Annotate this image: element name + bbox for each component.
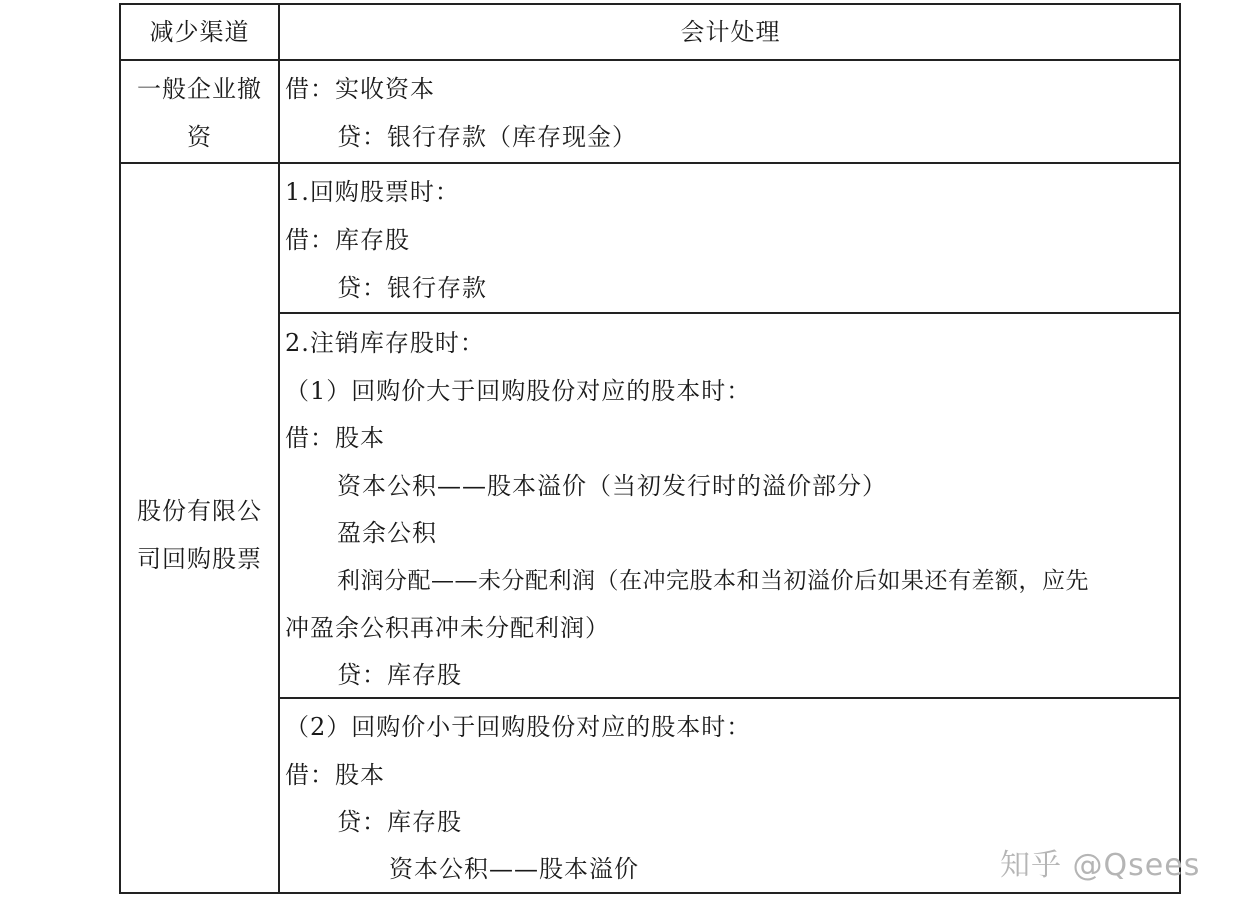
section1-debit: 借：库存股 [285, 226, 410, 254]
section3-debit: 借：股本 [285, 761, 385, 789]
row2-channel-line2: 司回购股票 [137, 545, 262, 573]
section2-surplus-reserve: 盈余公积 [337, 519, 437, 547]
header-accounting: 会计处理 [680, 18, 781, 46]
row1-debit: 借：实收资本 [285, 75, 435, 103]
section2-profit-distribution-cont: 冲盈余公积再冲未分配利润） [285, 614, 610, 642]
section1-credit: 贷：银行存款 [337, 274, 487, 302]
row1-credit: 贷：银行存款（库存现金） [337, 123, 637, 151]
section3-credit: 贷：库存股 [337, 808, 462, 836]
row1-channel-line1: 一般企业撤 [137, 75, 262, 103]
row1-rule [119, 162, 1181, 164]
section2-rule [278, 697, 1181, 699]
column-divider [278, 3, 280, 894]
section2-debit: 借：股本 [285, 424, 385, 452]
section2-case1: （1）回购价大于回购股份对应的股本时： [285, 377, 752, 405]
section3-capital-reserve: 资本公积——股本溢价 [389, 855, 639, 883]
header-channel: 减少渠道 [149, 18, 250, 46]
row1-channel-line2: 资 [187, 123, 212, 151]
header-rule [119, 59, 1181, 61]
section2-credit: 贷：库存股 [337, 661, 462, 689]
section3-case2: （2）回购价小于回购股份对应的股本时： [285, 713, 752, 741]
section2-profit-distribution: 利润分配——未分配利润（在冲完股本和当初溢价后如果还有差额，应先 [337, 568, 1089, 594]
section1-title: 1.回购股票时： [285, 178, 460, 206]
row2-channel-line1: 股份有限公 [137, 497, 262, 525]
section2-capital-reserve: 资本公积——股本溢价（当初发行时的溢价部分） [337, 472, 887, 500]
section1-rule [278, 312, 1181, 314]
zhihu-watermark: 知乎 @Qsees [1000, 848, 1201, 883]
section2-title: 2.注销库存股时： [285, 329, 485, 357]
